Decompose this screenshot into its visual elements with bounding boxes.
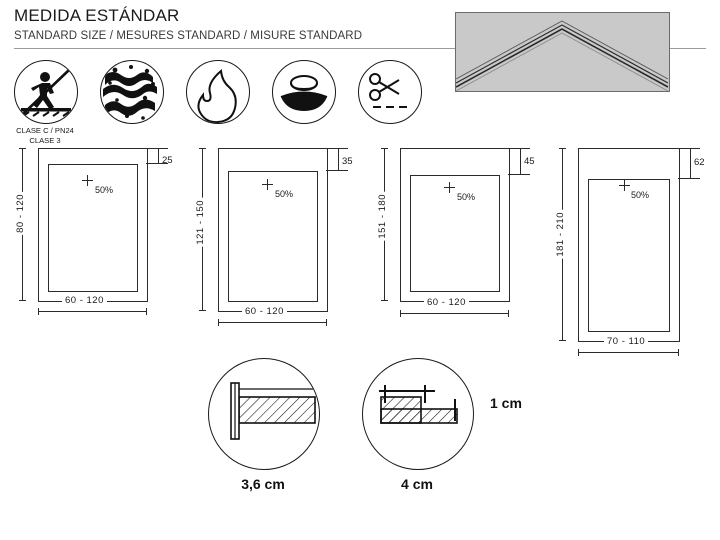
panel-4-height-tick-top [559,148,566,149]
panel-2-inner [228,171,318,302]
flame-resistance-icon [186,60,250,124]
panel-4-top-ref-b [678,178,700,179]
panel-3-height-label: 151 - 180 [377,194,388,239]
panel-1-width-tick-left [38,308,39,315]
panel-2-width-label: 60 - 120 [242,306,287,317]
granular-texture-icon [100,60,164,124]
panel-1-inner [48,164,138,292]
panel-2-height-label: 121 - 150 [195,200,206,245]
cut-to-size-scissors-icon [358,60,422,124]
panel-3-width-tick-right [508,310,509,317]
panel-4-top-dim-line [690,148,691,178]
panel-2-width-tick-left [218,319,219,326]
panel-4-width-dim-line [578,352,678,353]
detail-step-depth [362,358,474,470]
panel-2-top-dim-line [338,148,339,170]
water-drop-basin-icon [272,60,336,124]
clase-caption: CLASE C / PN24 CLASE 3 [16,126,74,145]
panel-2-height-tick-top [199,148,206,149]
panel-3-height-tick-top [381,148,388,149]
panel-2-width-dim-line [218,322,326,323]
detail-frame-depth [208,358,320,470]
roof-illustration [455,12,670,92]
panel-1-width-tick-right [146,308,147,315]
no-walking-on-roof-icon [14,60,78,124]
panel-4-width-tick-right [678,349,679,356]
panel-3-center-mark [444,182,455,193]
panel-1-percent: 50% [95,185,114,195]
page-title: MEDIDA ESTÁNDAR [14,6,180,25]
panel-4-width-label: 70 - 110 [604,336,648,347]
panel-2-outline [218,148,328,312]
panel-3-top-margin-label: 45 [524,156,535,167]
page-subtitle: STANDARD SIZE / MESURES STANDARD / MISURE STANDARD [14,30,363,42]
panel-4-top-ref-a [678,148,700,149]
panel-1-height-tick-bottom [19,300,26,301]
panel-4-height-tick-bottom [559,340,566,341]
panel-1-center-mark [82,175,93,186]
panel-3-width-dim-line [400,313,508,314]
panel-1-width-dim-line [38,311,146,312]
detail-frame-depth-label: 3,6 cm [241,476,285,492]
detail-note-label: 1 cm [490,395,522,411]
detail-step-depth-label: 4 cm [401,476,433,492]
panel-2-percent: 50% [275,189,294,199]
panel-4-inner [588,179,670,332]
panel-1-top-margin-label: 25 [162,155,173,166]
panel-2-top-margin-label: 35 [342,156,353,167]
panel-1-width-label: 60 - 120 [62,295,107,306]
panel-4-height-label: 181 - 210 [555,212,566,257]
panel-2-height-tick-bottom [199,310,206,311]
panel-2-width-tick-right [326,319,327,326]
panel-4-outline [578,148,680,342]
panel-4-percent: 50% [631,190,650,200]
panel-3-width-label: 60 - 120 [424,297,469,308]
panel-1-outline [38,148,148,302]
panel-4-top-margin-label: 62 [694,157,705,168]
panel-1-top-ref-a [146,148,168,149]
panel-4-width-tick-left [578,349,579,356]
panel-2-top-ref-b [326,170,348,171]
panel-3-percent: 50% [457,192,476,202]
panel-1-height-label: 80 - 120 [15,194,26,233]
panel-3-top-dim-line [520,148,521,174]
panel-3-width-tick-left [400,310,401,317]
panel-2-center-mark [262,179,273,190]
panel-4-center-mark [619,180,630,191]
panel-3-inner [410,175,500,292]
panel-2-top-ref-a [326,148,348,149]
panel-3-top-ref-b [508,174,530,175]
panel-3-top-ref-a [508,148,530,149]
panel-1-top-dim-line [158,148,159,163]
panel-1-height-tick-top [19,148,26,149]
panel-3-outline [400,148,510,302]
panel-3-height-tick-bottom [381,300,388,301]
